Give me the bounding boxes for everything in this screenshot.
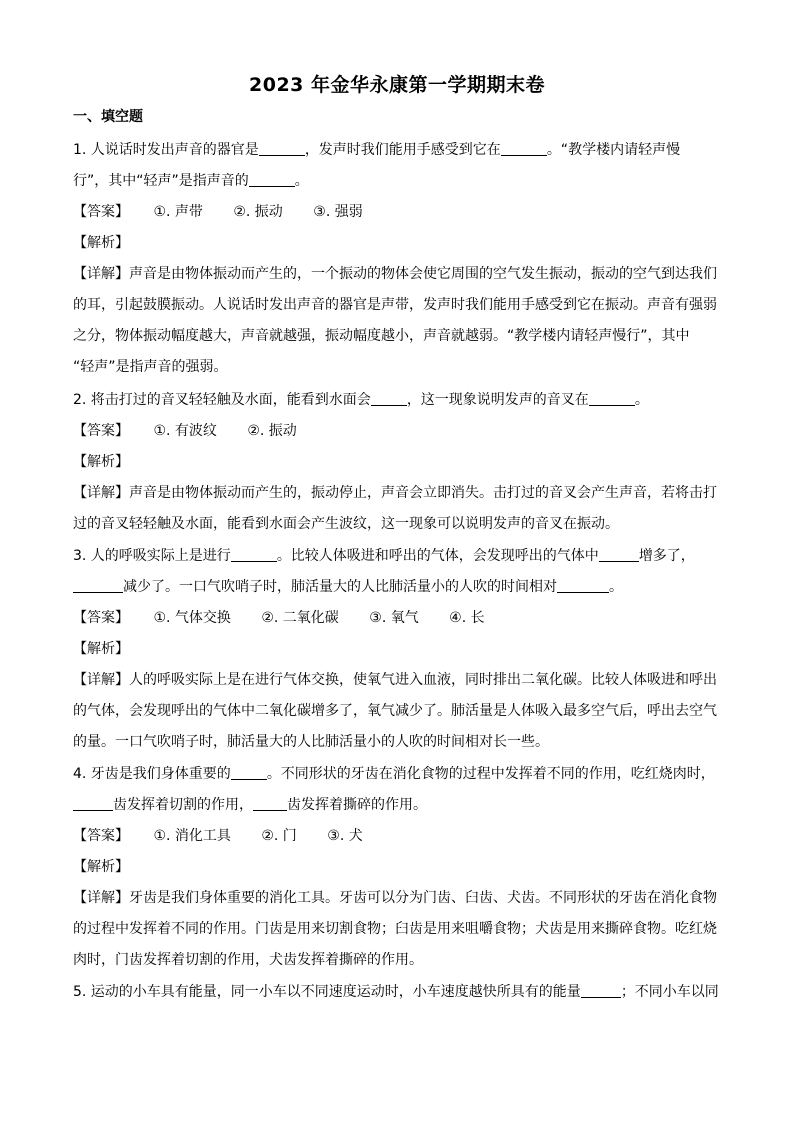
answer-item: ①. 消化工具 bbox=[153, 828, 231, 844]
answer-item: ③. 氧气 bbox=[369, 610, 419, 626]
q1-text: 行”，其中“轻声”是指声音的 bbox=[73, 173, 249, 189]
answer-item: ②. 振动 bbox=[233, 204, 283, 220]
q3-text: 。 bbox=[609, 579, 623, 595]
blank bbox=[581, 983, 621, 998]
q1-answer-line bbox=[73, 202, 723, 222]
detail-text: 声音是由物体振动而产生的，振动停止，声音会立即消失。击打过的音叉会产生声音，若将击打 bbox=[129, 485, 717, 501]
q3-line-1 bbox=[73, 546, 723, 566]
detail-label: 【详解】 bbox=[73, 485, 129, 501]
q2-detail-line-1 bbox=[73, 483, 723, 503]
answer-item: ②. 门 bbox=[261, 828, 297, 844]
q1-detail-line-2: 的耳，引起鼓膜振动。人说话时发出声音的器官是声带，发声时我们能用手感受到它在振动。声音有强弱 bbox=[73, 297, 717, 313]
q2-text: ，这一现象说明发声的音叉在 bbox=[406, 392, 589, 408]
q2-detail-line-2: 过的音叉轻轻触及水面，能看到水面会产生波纹，这一现象可以说明发声的音叉在振动。 bbox=[73, 516, 619, 532]
answer-label: 【答案】 bbox=[73, 610, 129, 626]
q3-text: 。比较人体吸进和呼出的气体，会发现呼出的气体中 bbox=[276, 548, 599, 564]
blank bbox=[501, 141, 547, 156]
blank bbox=[73, 578, 123, 593]
q4-detail-line-3: 肉时，门齿发挥着切割的作用，犬齿发挥着撕碎的作用。 bbox=[73, 952, 423, 968]
answer-item: ①. 有波纹 bbox=[153, 423, 217, 439]
answer-item: ①. 气体交换 bbox=[153, 610, 231, 626]
answer-item: ④. 长 bbox=[449, 610, 485, 626]
q2-text: 2. 将击打过的音叉轻轻触及水面，能看到水面会 bbox=[73, 392, 371, 408]
answer-label: 【答案】 bbox=[73, 828, 129, 844]
blank bbox=[557, 578, 609, 593]
page-title: 2023 年金华永康第一学期期末卷 bbox=[249, 74, 545, 96]
q1-text: ，发声时我们能用手感受到它在 bbox=[304, 142, 501, 158]
q4-detail-line-1 bbox=[73, 888, 723, 908]
answer-label: 【答案】 bbox=[73, 423, 129, 439]
detail-label: 【详解】 bbox=[73, 672, 129, 688]
q1-text: 。“教学楼内请轻声慢 bbox=[546, 142, 681, 158]
q1-detail-line-4: “轻声”是指声音的强弱。 bbox=[73, 359, 228, 375]
q2-analysis-label: 【解析】 bbox=[73, 454, 129, 470]
q1-text: 1. 人说话时发出声音的器官是 bbox=[73, 142, 259, 158]
q3-answer-line bbox=[73, 608, 723, 628]
answer-item: ①. 声带 bbox=[153, 204, 203, 220]
q3-text: 增多了， bbox=[638, 548, 695, 564]
q3-analysis-label: 【解析】 bbox=[73, 641, 129, 657]
blank bbox=[231, 765, 267, 780]
detail-text: 人的呼吸实际上是在进行气体交换，使氧气进入血液，同时排出二氧化碳。比较人体吸进和呼出 bbox=[129, 672, 717, 688]
q1-line-1 bbox=[73, 140, 723, 160]
q3-detail-line-1 bbox=[73, 670, 723, 690]
blank bbox=[231, 547, 277, 562]
blank bbox=[253, 796, 287, 811]
detail-label: 【详解】 bbox=[73, 890, 129, 906]
blank bbox=[259, 141, 305, 156]
q4-text: 齿发挥着撕碎的作用。 bbox=[287, 797, 427, 813]
blank bbox=[249, 172, 295, 187]
q4-text: 4. 牙齿是我们身体重要的 bbox=[73, 766, 231, 782]
detail-text: 声音是由物体振动而产生的，一个振动的物体会使它周围的空气发生振动，振动的空气到达我们 bbox=[129, 266, 717, 282]
q4-answer-line bbox=[73, 826, 723, 846]
q4-line-1 bbox=[73, 764, 723, 784]
answer-item: ③. 强弱 bbox=[313, 204, 363, 220]
blank bbox=[599, 547, 639, 562]
q5-text: ；不同小车以同 bbox=[620, 984, 719, 1000]
detail-text: 牙齿是我们身体重要的消化工具。牙齿可以分为门齿、臼齿、犬齿。不同形状的牙齿在消化食物 bbox=[129, 890, 717, 906]
detail-label: 【详解】 bbox=[73, 266, 129, 282]
answer-item: ③. 犬 bbox=[327, 828, 363, 844]
q1-line-2 bbox=[73, 171, 723, 191]
q2-line-1 bbox=[73, 390, 723, 410]
blank bbox=[73, 796, 113, 811]
answer-label: 【答案】 bbox=[73, 204, 129, 220]
q3-text: 3. 人的呼吸实际上是进行 bbox=[73, 548, 231, 564]
q4-line-2 bbox=[73, 795, 723, 815]
q3-detail-line-2: 的气体，会发现呼出的气体中二氧化碳增多了，氧气减少了。肺活量是人体吸入最多空气后，呼出去空气 bbox=[73, 703, 717, 719]
q5-line-1 bbox=[73, 982, 723, 1002]
q3-line-2 bbox=[73, 577, 723, 597]
q4-text: 齿发挥着切割的作用， bbox=[113, 797, 253, 813]
q4-analysis-label: 【解析】 bbox=[73, 859, 129, 875]
answer-item: ②. 振动 bbox=[247, 423, 297, 439]
blank bbox=[589, 391, 635, 406]
blank bbox=[371, 391, 407, 406]
q4-text: 。不同形状的牙齿在消化食物的过程中发挥着不同的作用，吃红烧肉时， bbox=[266, 766, 715, 782]
q2-answer-line bbox=[73, 421, 723, 441]
q1-detail-line-3: 之分，物体振动幅度越大，声音就越强，振动幅度越小，声音就越弱。“教学楼内请轻声慢行”，其中 bbox=[73, 328, 690, 344]
q3-detail-line-3: 的量。一口气吹哨子时，肺活量大的人比肺活量小的人吹的时间相对长一些。 bbox=[73, 734, 549, 750]
section-heading: 一、填空题 bbox=[73, 109, 143, 125]
q5-text: 5. 运动的小车具有能量，同一小车以不同速度运动时，小车速度越快所具有的能量 bbox=[73, 984, 581, 1000]
q3-text: 减少了。一口气吹哨子时，肺活量大的人比肺活量小的人吹的时间相对 bbox=[123, 579, 557, 595]
q1-text: 。 bbox=[294, 173, 309, 189]
q1-detail-line-1 bbox=[73, 264, 723, 284]
q4-detail-line-2: 的过程中发挥着不同的作用。门齿是用来切割食物；臼齿是用来咀嚼食物；犬齿是用来撕碎食物。吃红烧 bbox=[73, 921, 717, 937]
answer-item: ②. 二氧化碳 bbox=[261, 610, 339, 626]
q2-text: 。 bbox=[634, 392, 649, 408]
q1-analysis-label: 【解析】 bbox=[73, 235, 129, 251]
